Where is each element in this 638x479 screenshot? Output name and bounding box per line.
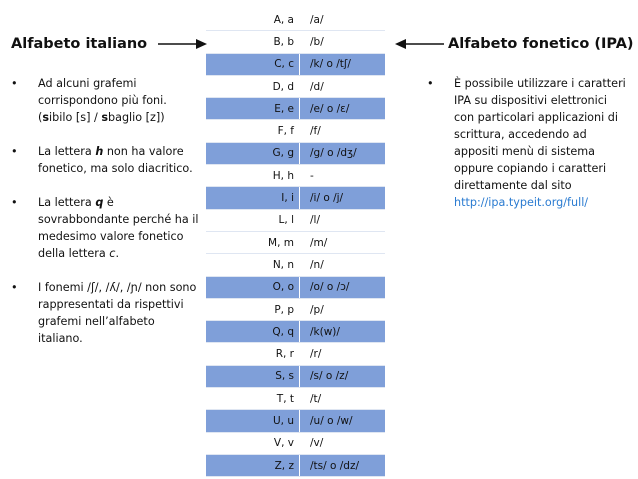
table-row — [206, 321, 385, 343]
grapheme-cell: R, r — [206, 343, 299, 365]
ipa-cell: /f/ — [300, 120, 385, 142]
table-row — [206, 298, 385, 320]
grapheme-cell: C, c — [206, 53, 299, 75]
table-row — [206, 454, 385, 476]
italian-note-item — [9, 279, 199, 347]
grapheme-cell: O, o — [206, 276, 299, 298]
ipa-cell: /b/ — [300, 31, 385, 53]
ipa-note-text: È possibile utilizzare i caratteri IPA su dispositivi elettronici con particolari applicazioni di scrittura, accedendo ad appositi menù di sistema oppure copiando i caratteri direttamente dal sito — [454, 77, 626, 192]
bullet-icon: • — [11, 281, 18, 294]
table-row — [206, 209, 385, 231]
ipa-cell: /k(w)/ — [300, 321, 385, 343]
bullet-icon: • — [11, 196, 18, 209]
grapheme-cell: N, n — [206, 254, 299, 276]
grapheme-cell: Q, q — [206, 321, 299, 343]
bullet-icon: • — [11, 77, 18, 90]
ipa-cell: /k/ o /tʃ/ — [300, 53, 385, 75]
italian-note-text: La lettera h non ha valore fonetico, ma solo diacritico. — [38, 145, 193, 175]
italian-note-text: I fonemi /ʃ/, /ʎ/, /ɲ/ non sono rappresentati da rispettivi grafemi nell’alfabeto italiano. — [38, 281, 197, 345]
table-row — [206, 9, 385, 31]
table-row — [206, 231, 385, 253]
table-row — [206, 276, 385, 298]
table-row — [206, 187, 385, 209]
grapheme-cell: D, d — [206, 75, 299, 97]
grapheme-cell: I, i — [206, 187, 299, 209]
arrow-right-icon — [158, 37, 208, 51]
title-alfabeto-fonetico: Alfabeto fonetico (IPA) — [448, 36, 634, 52]
ipa-cell: /p/ — [300, 298, 385, 320]
grapheme-cell: E, e — [206, 98, 299, 120]
ipa-cell: /u/ o /w/ — [300, 410, 385, 432]
ipa-cell: /m/ — [300, 231, 385, 253]
table-row — [206, 142, 385, 164]
grapheme-cell: G, g — [206, 142, 299, 164]
grapheme-cell: S, s — [206, 365, 299, 387]
grapheme-cell: H, h — [206, 165, 299, 187]
italian-note-item — [9, 194, 199, 262]
grapheme-cell: V, v — [206, 432, 299, 454]
italian-note-item — [9, 75, 199, 126]
ipa-cell: /v/ — [300, 432, 385, 454]
ipa-notes — [425, 75, 630, 228]
table-row — [206, 388, 385, 410]
table-row — [206, 75, 385, 97]
table-row — [206, 165, 385, 187]
table-row — [206, 410, 385, 432]
ipa-cell: /d/ — [300, 75, 385, 97]
ipa-cell: /g/ o /dʒ/ — [300, 142, 385, 164]
ipa-cell: /ts/ o /dz/ — [300, 454, 385, 476]
ipa-cell: /r/ — [300, 343, 385, 365]
grapheme-cell: Z, z — [206, 454, 299, 476]
grapheme-cell: U, u — [206, 410, 299, 432]
ipa-cell: /t/ — [300, 388, 385, 410]
ipa-cell: /s/ o /z/ — [300, 365, 385, 387]
table-row — [206, 53, 385, 75]
italian-note-text: La lettera q è sovrabbondante perché ha il medesimo valore fonetico della lettera c. — [38, 196, 199, 260]
grapheme-cell: A, a — [206, 9, 299, 31]
ipa-cell: - — [300, 165, 385, 187]
ipa-cell: /i/ o /j/ — [300, 187, 385, 209]
bullet-icon: • — [11, 145, 18, 158]
table-row — [206, 432, 385, 454]
table-row — [206, 31, 385, 53]
ipa-cell: /l/ — [300, 209, 385, 231]
ipa-cell: /e/ o /ɛ/ — [300, 98, 385, 120]
grapheme-cell: T, t — [206, 388, 299, 410]
ipa-cell: /a/ — [300, 9, 385, 31]
table-row — [206, 120, 385, 142]
bullet-icon: • — [427, 77, 434, 90]
grapheme-cell: L, l — [206, 209, 299, 231]
table-row — [206, 98, 385, 120]
alphabet-table — [206, 9, 385, 477]
ipa-cell: /n/ — [300, 254, 385, 276]
table-row — [206, 343, 385, 365]
table-row — [206, 254, 385, 276]
title-alfabeto-italiano: Alfabeto italiano — [11, 36, 148, 52]
italian-note-text: Ad alcuni grafemi corrispondono più foni. (sibilo [s] / sbaglio [z]) — [38, 77, 167, 124]
ipa-typeit-link[interactable]: http://ipa.typeit.org/full/ — [454, 196, 589, 209]
grapheme-cell: F, f — [206, 120, 299, 142]
grapheme-cell: P, p — [206, 298, 299, 320]
grapheme-cell: B, b — [206, 31, 299, 53]
grapheme-cell: M, m — [206, 231, 299, 253]
arrow-left-icon — [394, 37, 444, 51]
italian-alphabet-notes — [9, 75, 199, 364]
ipa-cell: /o/ o /ɔ/ — [300, 276, 385, 298]
ipa-note-item — [425, 75, 630, 211]
table-row — [206, 365, 385, 387]
italian-note-item — [9, 143, 199, 177]
